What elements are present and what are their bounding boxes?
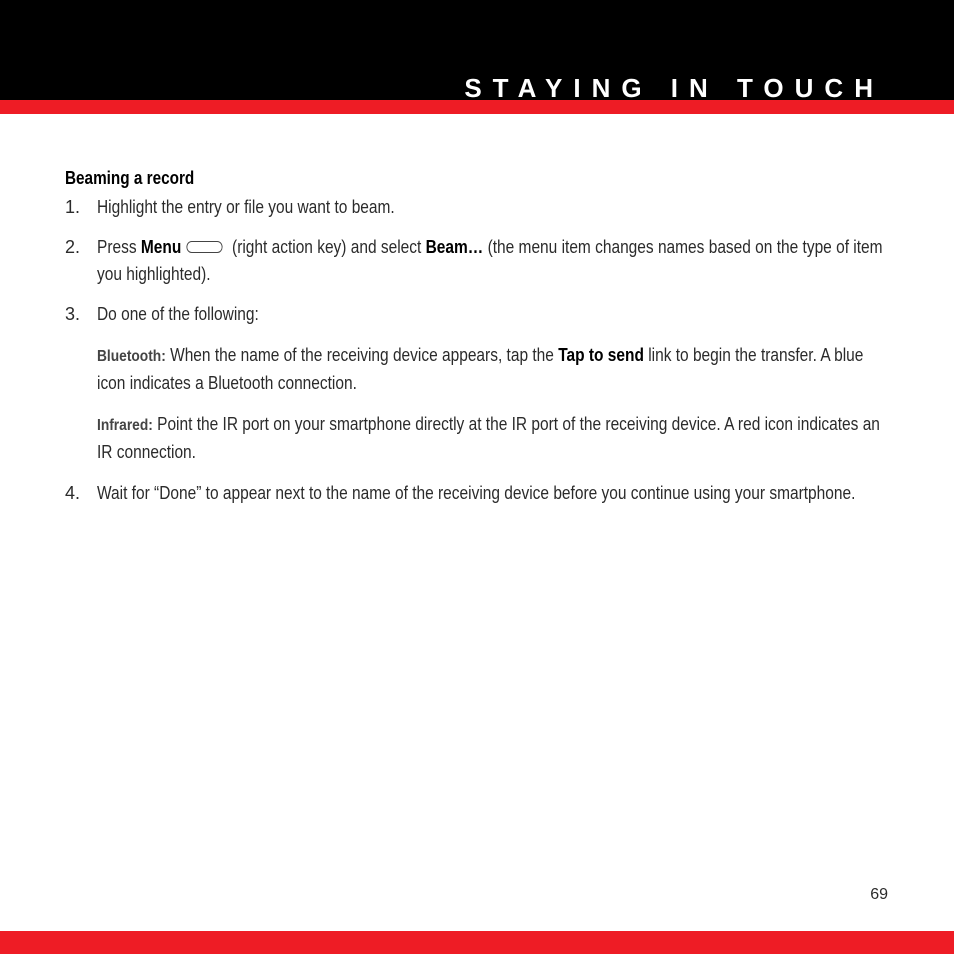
step-number: 2. [65, 237, 81, 257]
option-text: link to begin the transfer. A blue icon indicates a Bluetooth connection. [97, 345, 864, 393]
right-action-key-icon [186, 241, 222, 253]
footer-accent-bar [0, 931, 954, 954]
option-text: Point the IR port on your smartphone directly at the IR port of the receiving device. A red icon indicates an IR connection. [97, 414, 880, 462]
infrared-option [97, 411, 893, 466]
section-heading: Beaming a record [65, 168, 195, 188]
step-number: 3. [65, 304, 81, 324]
beam-label: Beam… [425, 237, 484, 257]
step-text: Do one of the following: [97, 304, 259, 324]
step-text: Highlight the entry or file you want to beam. [97, 197, 395, 217]
step-4 [65, 480, 895, 507]
tap-to-send-link: Tap to send [558, 345, 644, 365]
option-text: When the name of the receiving device appears, tap the [165, 345, 559, 365]
page-content [65, 166, 895, 507]
step-text [97, 237, 883, 284]
section-title: STAYING IN TOUCH [464, 73, 884, 103]
steps-list [65, 194, 895, 507]
step-text-part: (the menu item changes names based on the type of item you highlighted). [97, 237, 883, 284]
step-2 [65, 234, 895, 288]
step-text-part: Press [97, 237, 141, 257]
step-text: Wait for “Done” to appear next to the name of the receiving device before you continue using your smartphone. [97, 483, 856, 503]
page-number: 69 [870, 886, 888, 903]
infrared-label: Infrared: [97, 417, 153, 434]
bluetooth-label: Bluetooth: [97, 348, 166, 365]
step-text-part: (right action key) and select [227, 237, 426, 257]
bluetooth-option [97, 342, 893, 397]
step-3 [65, 301, 895, 466]
menu-label: Menu [140, 237, 182, 257]
step-1 [65, 194, 895, 221]
step-number: 1. [65, 197, 81, 217]
step-number: 4. [65, 483, 81, 503]
